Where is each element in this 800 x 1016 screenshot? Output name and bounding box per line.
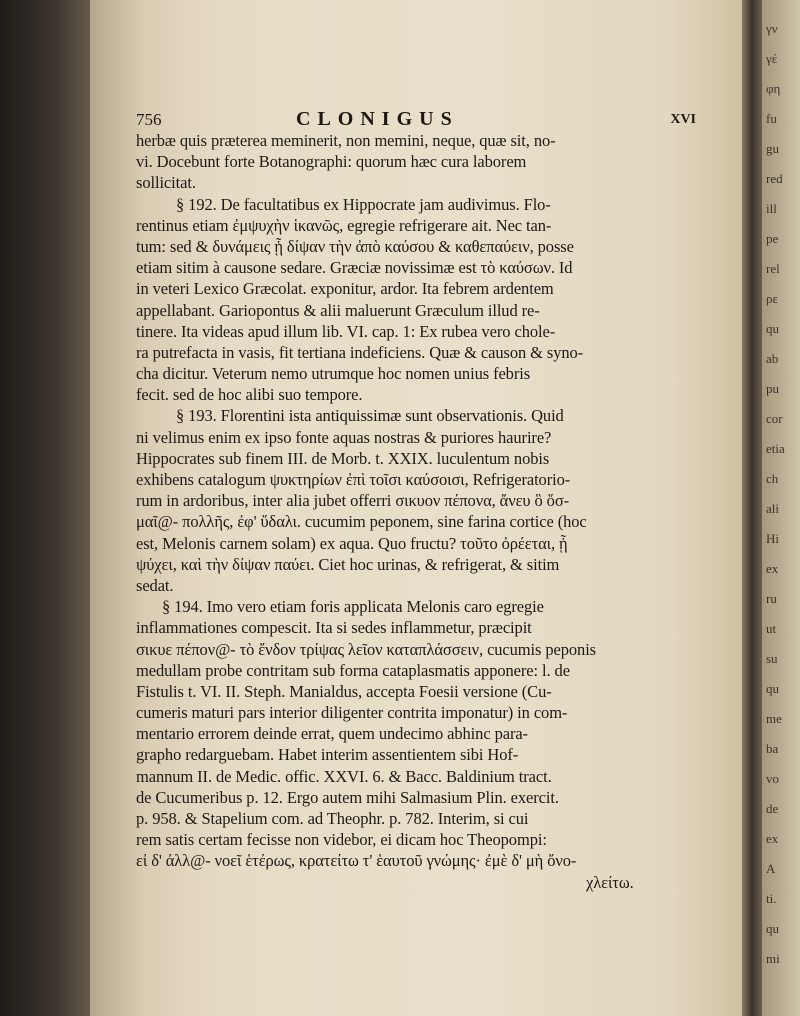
text-line-last: χλείτω.	[586, 872, 634, 892]
section-number: XVI	[670, 112, 696, 127]
facing-page-fragment: mi	[766, 951, 780, 966]
text-line: rem satis certam fecisse non videbor, ei dicam hoc Theopompi:	[136, 830, 547, 850]
text-line: sollicitat.	[136, 173, 196, 193]
facing-page-fragment: ab	[766, 351, 779, 366]
text-line: vi. Docebunt forte Botanographi: quorum hæc cura laborem	[136, 152, 527, 172]
facing-page-fragment: ru	[766, 591, 777, 606]
facing-page-fragment: ba	[766, 741, 779, 756]
text-line: ψύχει, καὶ τὴν δίψαν παύει. Ciet hoc urinas, & refrigerat, & sitim	[136, 554, 560, 574]
text-line: sedat.	[136, 575, 174, 595]
facing-page-fragment: Hi	[766, 531, 779, 546]
facing-page-fragment: φη	[766, 81, 781, 96]
facing-page-fragment: de	[766, 801, 779, 816]
text-line: rum in ardoribus, inter alia jubet offerri σικυον πέπονα, ἄνευ ὃ ὅσ-	[136, 491, 570, 511]
facing-page-fragment: A	[766, 861, 776, 876]
text-line: cumeris maturi pars interior diligenter contrita imponatur) in com-	[136, 703, 568, 723]
facing-page-fragment: gu	[766, 141, 779, 156]
text-line: inflammationes compescit. Ita si sedes inflammetur, præcipit	[136, 618, 532, 638]
page-body-text	[136, 130, 696, 893]
facing-page-fragment: me	[766, 711, 782, 726]
facing-page-fragment: qu	[766, 681, 779, 696]
facing-page-fragment: ρε	[766, 291, 778, 306]
text-line: mannum II. de Medic. offic. XXVI. 6. & Bacc. Baldinium tract.	[136, 766, 552, 786]
text-line: herbæ quis præterea meminerit, non memini, neque, quæ sit, no-	[136, 131, 556, 150]
facing-page-fragment: ali	[766, 501, 779, 516]
facing-page-fragment: γν	[766, 21, 778, 36]
text-line: in veteri Lexico Græcolat. exponitur, ardor. Ita febrem ardentem	[136, 279, 554, 299]
facing-page-fragment: ti.	[766, 891, 777, 906]
text-line: mentario errorem deinde errat, quem undecimo abhinc para-	[136, 724, 528, 744]
text-line: medullam probe contritam sub forma cataplasmatis apponere: l. de	[136, 660, 570, 680]
text-line: grapho redarguebam. Habet interim assentientem sibi Hof-	[136, 745, 519, 765]
text-line: Hippocrates sub finem III. de Morb. t. XXIX. luculentum nobis	[136, 448, 550, 468]
facing-page-fragment: vo	[766, 771, 779, 786]
text-line: tum: sed & δυνάμεις ᾗ δίψαν τὴν ἀπὸ καύσου & καθεπαύειν, posse	[136, 236, 574, 256]
text-line: εἰ δ' ἀλλ@- νοεῖ ἑτέρως, κρατείτω τ' ἑαυτοῦ γνώμης· ἐμὲ δ' μὴ ὄνο-	[136, 851, 577, 871]
text-line: cha dicitur. Veterum nemo utrumque hoc nomen unius febris	[136, 364, 531, 384]
text-line: Fistulis t. VI. II. Steph. Manialdus, accepta Foesii versione (Cu-	[136, 681, 552, 701]
facing-page-fragment: ex	[766, 561, 779, 576]
facing-page-fragment: cor	[766, 411, 783, 426]
facing-page-fragment: pe	[766, 231, 779, 246]
paragraph-194-start: § 194. Imo vero etiam foris applicata Melonis caro egregie	[162, 597, 544, 617]
text-line: fecit. sed de hoc alibi suo tempore.	[136, 385, 363, 405]
facing-page-fragment: su	[766, 651, 778, 666]
text-line: σικυε πέπον@- τὸ ἔνδον τρίψας λεῖον καταπλάσσειν, cucumis peponis	[136, 639, 597, 659]
paragraph-193-start: § 193. Florentini ista antiquissimæ sunt observationis. Quid	[176, 406, 564, 426]
text-line: etiam sitim à causone sedare. Græciæ novissimæ est τὸ καύσων. Id	[136, 258, 573, 278]
facing-page-fragment: qu	[766, 321, 779, 336]
text-line: appellabant. Gariopontus & alii maluerunt Græculum illud re-	[136, 300, 540, 320]
text-line: ni velimus enim ex ipso fonte aquas nostras & puriores haurire?	[136, 427, 552, 447]
text-line: p. 958. & Stapelium com. ad Theophr. p. 782. Interim, si cui	[136, 809, 529, 828]
facing-page-fragment: fu	[766, 111, 777, 126]
text-line: est, Melonis carnem solam) ex aqua. Quo fructu? τοῦτο ὀρέεται, ᾗ	[136, 533, 568, 553]
facing-page-fragment: ut	[766, 621, 777, 636]
facing-page-fragment: red	[766, 171, 783, 186]
facing-page-fragment: ex	[766, 831, 779, 846]
text-line: exhibens catalogum ψυκτηρίων ἐπὶ τοῖσι καύσοισι, Refrigeratorio-	[136, 470, 571, 489]
page-number: 756	[136, 110, 162, 129]
running-header	[136, 110, 696, 132]
running-title: CLONIGUS	[296, 108, 459, 130]
facing-page-fragment: etia	[766, 441, 785, 456]
facing-page-fragment: γέ	[766, 51, 778, 66]
facing-page-fragment: rel	[766, 261, 780, 276]
book-binding-right	[742, 0, 762, 1016]
paragraph-192-start: § 192. De facultatibus ex Hippocrate jam audivimus. Flo-	[176, 194, 551, 214]
facing-page-edge	[762, 0, 800, 1016]
text-line: rentinus etiam ἐμψυχὴν ἱκανῶς, egregie refrigerare ait. Nec tan-	[136, 215, 552, 235]
facing-page-fragment: pu	[766, 381, 779, 396]
facing-page-fragment: qu	[766, 921, 779, 936]
facing-page-fragment: ch	[766, 471, 779, 486]
text-line: ra putrefacta in vasis, fit tertiana indeficiens. Quæ & causon & syno-	[136, 342, 584, 362]
facing-page-fragment: ill	[766, 201, 777, 216]
text-line: μαῖ@- πολλῆς, ἐφ' ὕδαλι. cucumim peponem, sine farina cortice (hoc	[136, 512, 587, 532]
text-line: tinere. Ita videas apud illum lib. VI. cap. 1: Ex rubea vero chole-	[136, 321, 556, 341]
text-line: de Cucumeribus p. 12. Ergo autem mihi Salmasium Plin. exercit.	[136, 787, 559, 807]
